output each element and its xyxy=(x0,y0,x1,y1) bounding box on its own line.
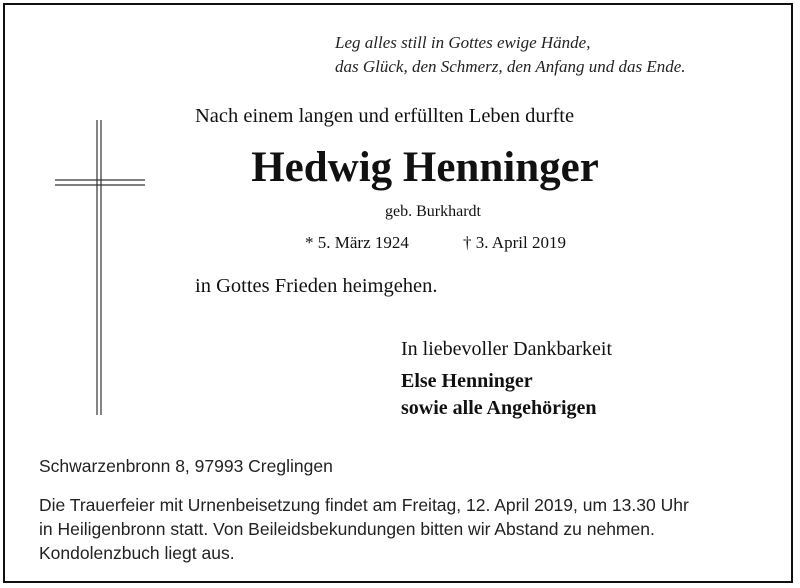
notice-line: Kondolenzbuch liegt aus. xyxy=(39,543,235,563)
notice-line: in Heiligenbronn statt. Von Beileidsbekundungen bitten wir Abstand zu nehmen. xyxy=(39,519,655,539)
funeral-notice xyxy=(39,493,689,565)
birth-name: geb. Burkhardt xyxy=(385,203,481,220)
closing-text: in Gottes Frieden heimgehen. xyxy=(195,275,438,297)
death-date: † 3. April 2019 xyxy=(463,233,566,252)
intro-text: Nach einem langen und erfüllten Leben durfte xyxy=(195,105,575,127)
address: Schwarzenbronn 8, 97993 Creglingen xyxy=(39,456,333,476)
notice-line: Die Trauerfeier mit Urnenbeisetzung findet am Freitag, 12. April 2019, um 13.30 Uhr xyxy=(39,495,689,515)
bible-quote xyxy=(335,31,686,79)
quote-line-1: Leg alles still in Gottes ewige Hände, xyxy=(335,33,591,52)
obituary-notice xyxy=(3,3,793,583)
relatives-line: sowie alle Angehörigen xyxy=(401,397,597,419)
deceased-name: Hedwig Henninger xyxy=(251,144,599,191)
quote-line-2: das Glück, den Schmerz, den Anfang und das Ende. xyxy=(335,57,686,76)
thanks-line: In liebevoller Dankbarkeit xyxy=(401,338,613,360)
birth-date: * 5. März 1924 xyxy=(305,233,409,252)
mourner-name: Else Henninger xyxy=(401,370,533,392)
